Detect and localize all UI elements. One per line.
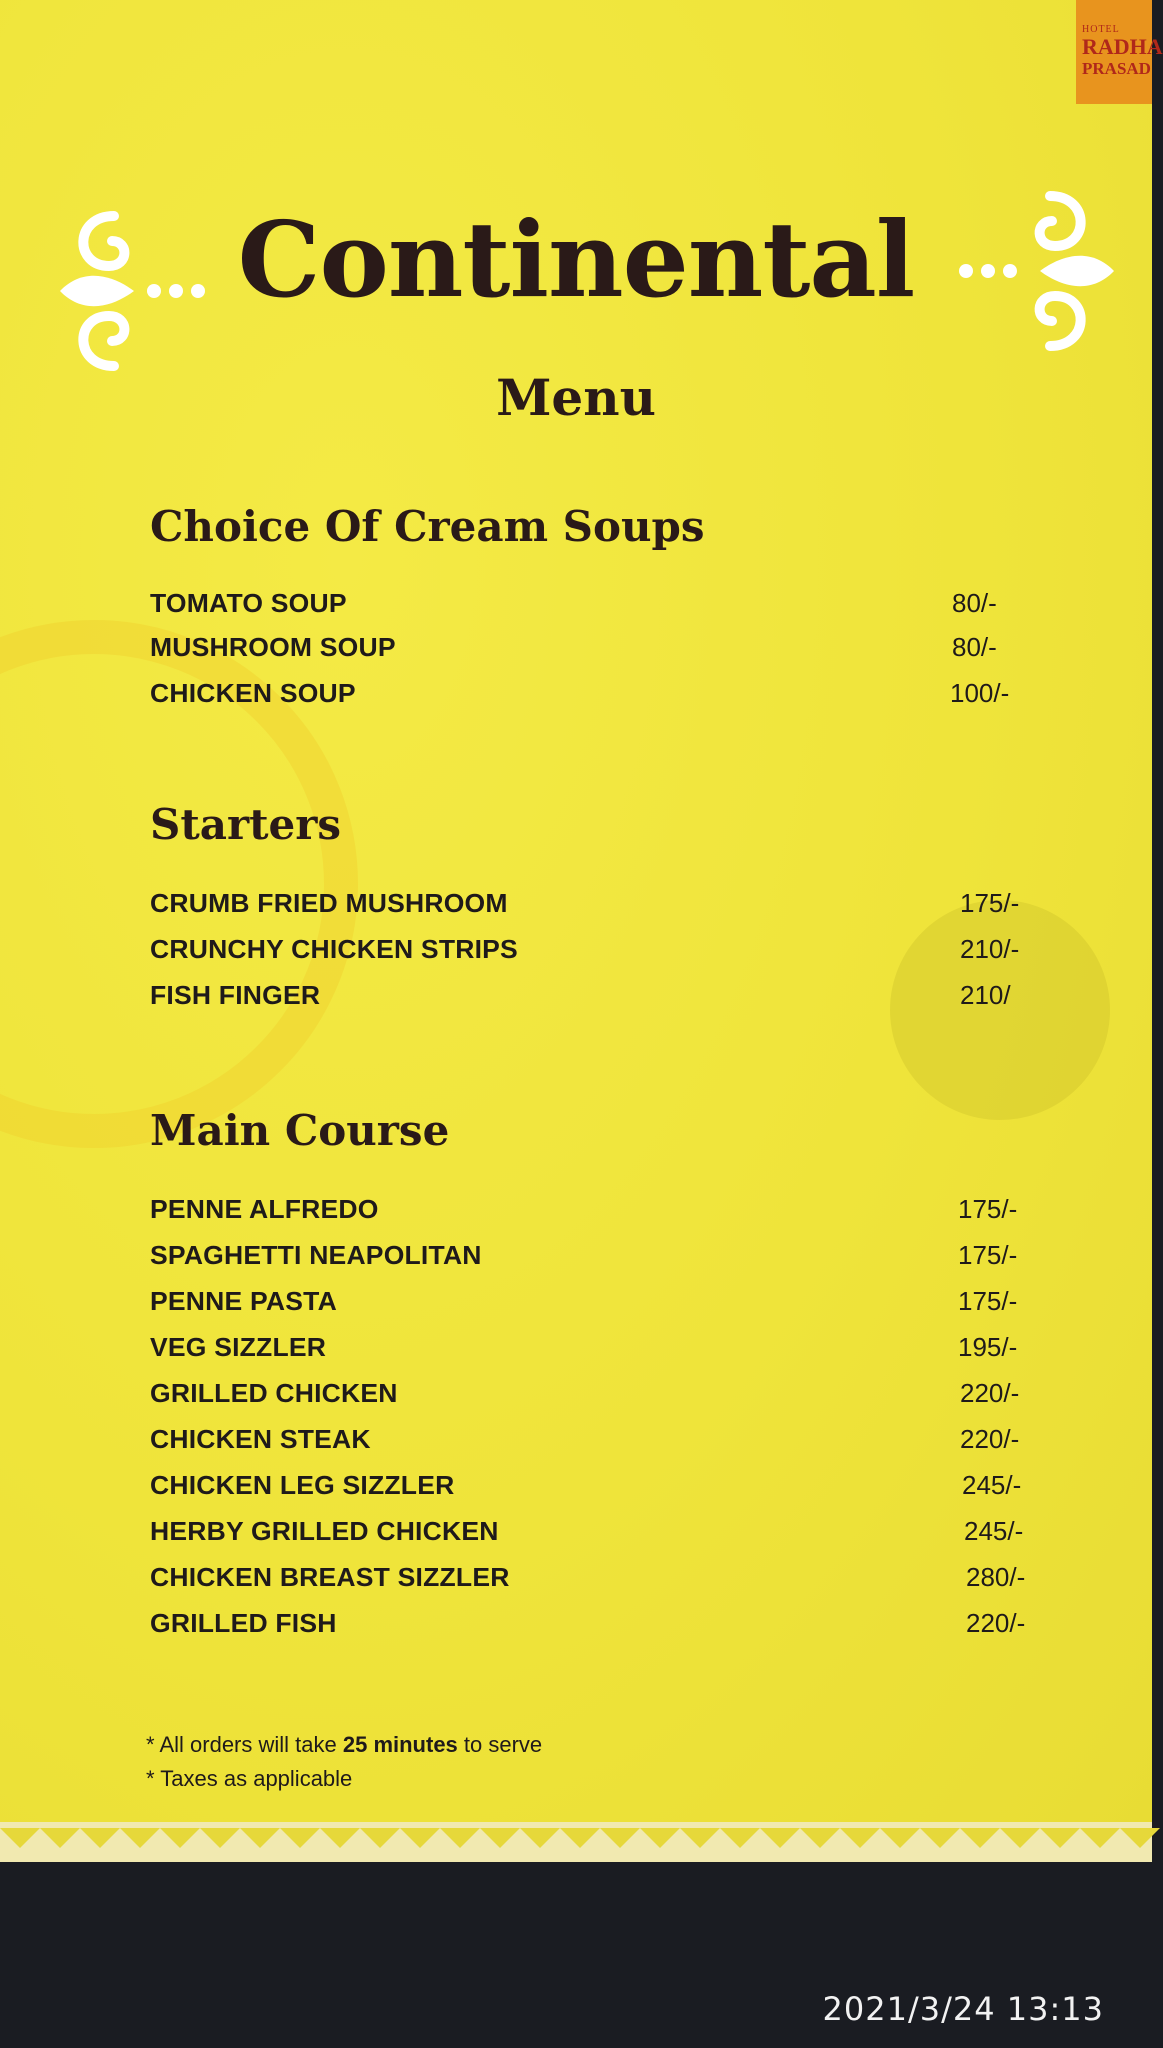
item-name: GRILLED CHICKEN xyxy=(150,1378,398,1408)
note-serving-time xyxy=(146,1732,542,1758)
note-taxes: * Taxes as applicable xyxy=(146,1766,353,1791)
section-title-main-course: Main Course xyxy=(150,1106,450,1155)
photo-timestamp: 2021/3/24 13:13 xyxy=(822,1990,1104,2028)
logo-line-1: RADHA xyxy=(1082,34,1163,59)
item-price: 210/- xyxy=(960,934,1020,964)
logo-line-2: PRASAD xyxy=(1082,59,1151,78)
item-price: 100/- xyxy=(950,678,1010,708)
logo-small-text: HOTEL xyxy=(1082,24,1120,35)
menu-subtitle: Menu xyxy=(496,368,656,427)
item-name: CHICKEN STEAK xyxy=(150,1424,371,1454)
item-name: CHICKEN SOUP xyxy=(150,678,356,708)
item-name: MUSHROOM SOUP xyxy=(150,632,396,662)
hotel-logo xyxy=(1076,0,1163,104)
list-item xyxy=(150,980,1050,1020)
note-prefix: * All orders will take xyxy=(146,1732,343,1757)
item-price: 175/- xyxy=(958,1240,1018,1270)
item-price: 220/- xyxy=(966,1608,1026,1638)
item-name: TOMATO SOUP xyxy=(150,588,347,618)
list-item xyxy=(150,1424,1050,1464)
item-price: 245/- xyxy=(964,1516,1024,1546)
item-price: 80/- xyxy=(952,588,997,618)
list-item xyxy=(150,888,1050,928)
item-price: 245/- xyxy=(962,1470,1022,1500)
item-name: GRILLED FISH xyxy=(150,1608,337,1638)
item-name: CRUMB FRIED MUSHROOM xyxy=(150,888,508,918)
section-title-soups: Choice Of Cream Soups xyxy=(150,502,705,551)
list-item xyxy=(150,678,1050,718)
item-name: SPAGHETTI NEAPOLITAN xyxy=(150,1240,482,1270)
item-price: 175/- xyxy=(958,1194,1018,1224)
menu-title: Continental xyxy=(237,198,915,321)
list-item xyxy=(150,1562,1050,1602)
item-price: 80/- xyxy=(952,632,997,662)
item-name: CRUNCHY CHICKEN STRIPS xyxy=(150,934,518,964)
item-price: 175/- xyxy=(958,1286,1018,1316)
list-item xyxy=(150,588,1050,628)
list-item xyxy=(150,1608,1050,1648)
item-name: CHICKEN LEG SIZZLER xyxy=(150,1470,455,1500)
note-suffix: to serve xyxy=(457,1732,543,1757)
note-bold: 25 minutes xyxy=(342,1732,458,1757)
list-item xyxy=(150,1332,1050,1372)
list-item xyxy=(150,934,1050,974)
item-price: 175/- xyxy=(960,888,1020,918)
item-price: 195/- xyxy=(958,1332,1018,1362)
bottom-border xyxy=(0,1822,1152,1862)
list-item xyxy=(150,1516,1050,1556)
list-item xyxy=(150,1240,1050,1280)
list-item xyxy=(150,1378,1050,1418)
item-name: VEG SIZZLER xyxy=(150,1332,327,1362)
list-item xyxy=(150,632,1050,672)
item-name: HERBY GRILLED CHICKEN xyxy=(150,1516,499,1546)
list-item xyxy=(150,1470,1050,1510)
item-name: FISH FINGER xyxy=(150,980,321,1010)
item-price: 220/- xyxy=(960,1424,1020,1454)
section-title-starters: Starters xyxy=(150,800,341,849)
zigzag-border-icon xyxy=(0,1822,1152,1862)
item-name: CHICKEN BREAST SIZZLER xyxy=(150,1562,510,1592)
item-price: 210/ xyxy=(960,980,1011,1010)
item-name: PENNE ALFREDO xyxy=(150,1194,379,1224)
item-price: 280/- xyxy=(966,1562,1026,1592)
list-item xyxy=(150,1194,1050,1234)
item-name: PENNE PASTA xyxy=(150,1286,337,1316)
item-price: 220/- xyxy=(960,1378,1020,1408)
list-item xyxy=(150,1286,1050,1326)
